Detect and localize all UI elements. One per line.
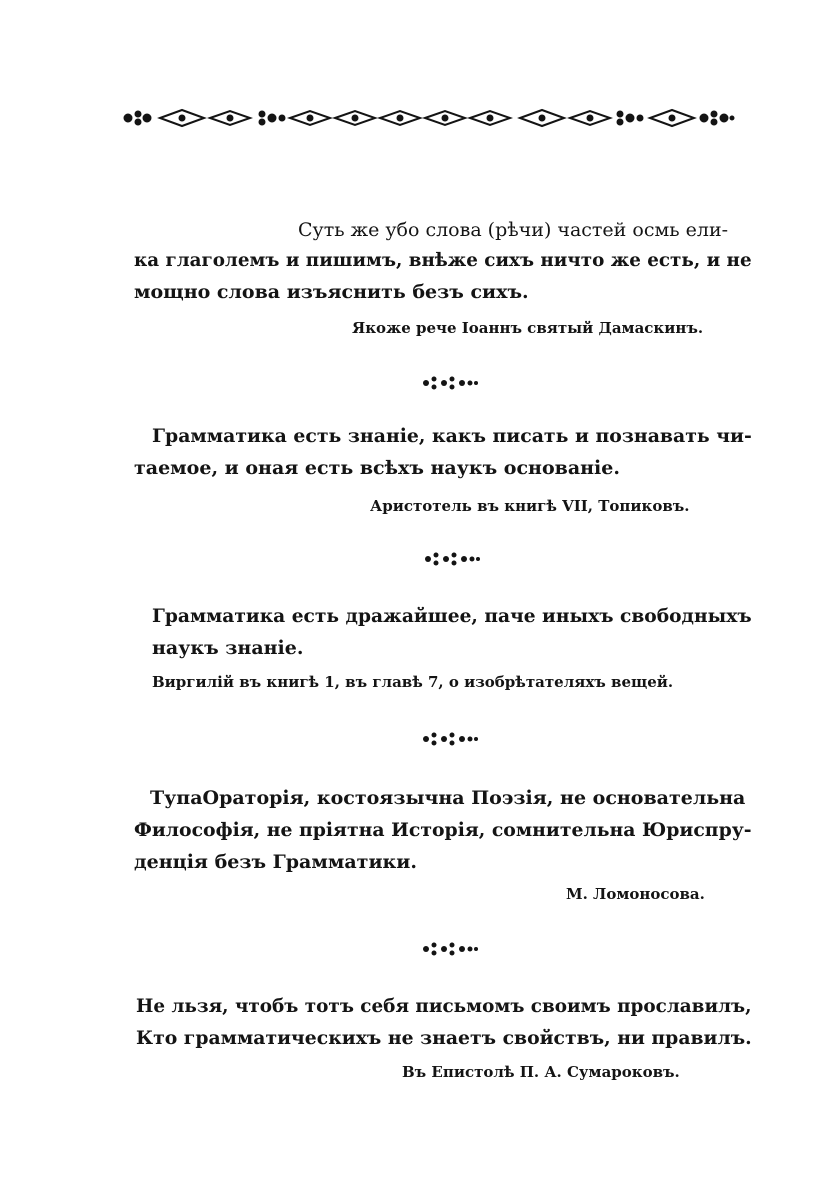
fleuron-icon — [124, 111, 151, 125]
fleuron-divider-icon — [420, 730, 480, 748]
top-ornament-border — [120, 104, 736, 132]
fleuron-divider-icon — [420, 374, 480, 392]
quote-4-line-1: ТупаОраторія, костоязычна Поэзія, не основательна — [150, 787, 746, 809]
quote-5-line-1: Не льзя, чтобъ тотъ себя письмомъ своимъ прославилъ, — [136, 995, 752, 1017]
quote-3-line-2: наукъ знаніе. — [152, 637, 304, 659]
quote-3-line-1: Грамматика есть дражайшее, паче иныхъ свободныхъ — [152, 605, 752, 627]
quote-2-line-2: таемое, и оная есть всѣхъ наукъ основаніе. — [134, 457, 620, 479]
fleuron-icon — [259, 111, 285, 125]
quote-5-line-2: Кто грамматическихъ не знаетъ свойствъ, ни правилъ. — [136, 1027, 752, 1049]
quote-4-line-3: денція безъ Грамматики. — [134, 851, 417, 873]
fleuron-divider-icon — [422, 550, 482, 568]
fleuron-divider-icon — [420, 940, 480, 958]
quote-3-attribution: Виргилій въ книгѣ 1, въ главѣ 7, о изобрѣтателяхъ вещей. — [152, 673, 674, 691]
fleuron-icon — [617, 111, 643, 125]
fleuron-icon — [700, 111, 734, 125]
quote-1-line-3: мощно слова изъяснить безъ сихъ. — [134, 281, 529, 303]
quote-4-attribution: М. Ломоносова. — [566, 885, 705, 903]
quote-5-attribution: Въ Епистолѣ П. А. Сумароковъ. — [402, 1063, 680, 1081]
quote-2-line-1: Грамматика есть знаніе, какъ писать и познавать чи- — [152, 425, 752, 447]
quote-1-line-1: Суть же убо слова (рѣчи) частей осмь ели- — [298, 219, 729, 241]
quote-1-line-2: ка глаголемъ и пишимъ, внѣже сихъ ничто же есть, и не — [134, 249, 752, 271]
diamond-chain — [160, 110, 694, 126]
quote-2-attribution: Аристотель въ книгѣ VII, Топиковъ. — [370, 497, 690, 515]
quote-4-line-2: Философія, не пріятна Исторія, сомнительна Юриспру- — [134, 819, 752, 841]
quote-1-attribution: Якоже рече Іоаннъ святый Дамаскинъ. — [352, 319, 704, 337]
